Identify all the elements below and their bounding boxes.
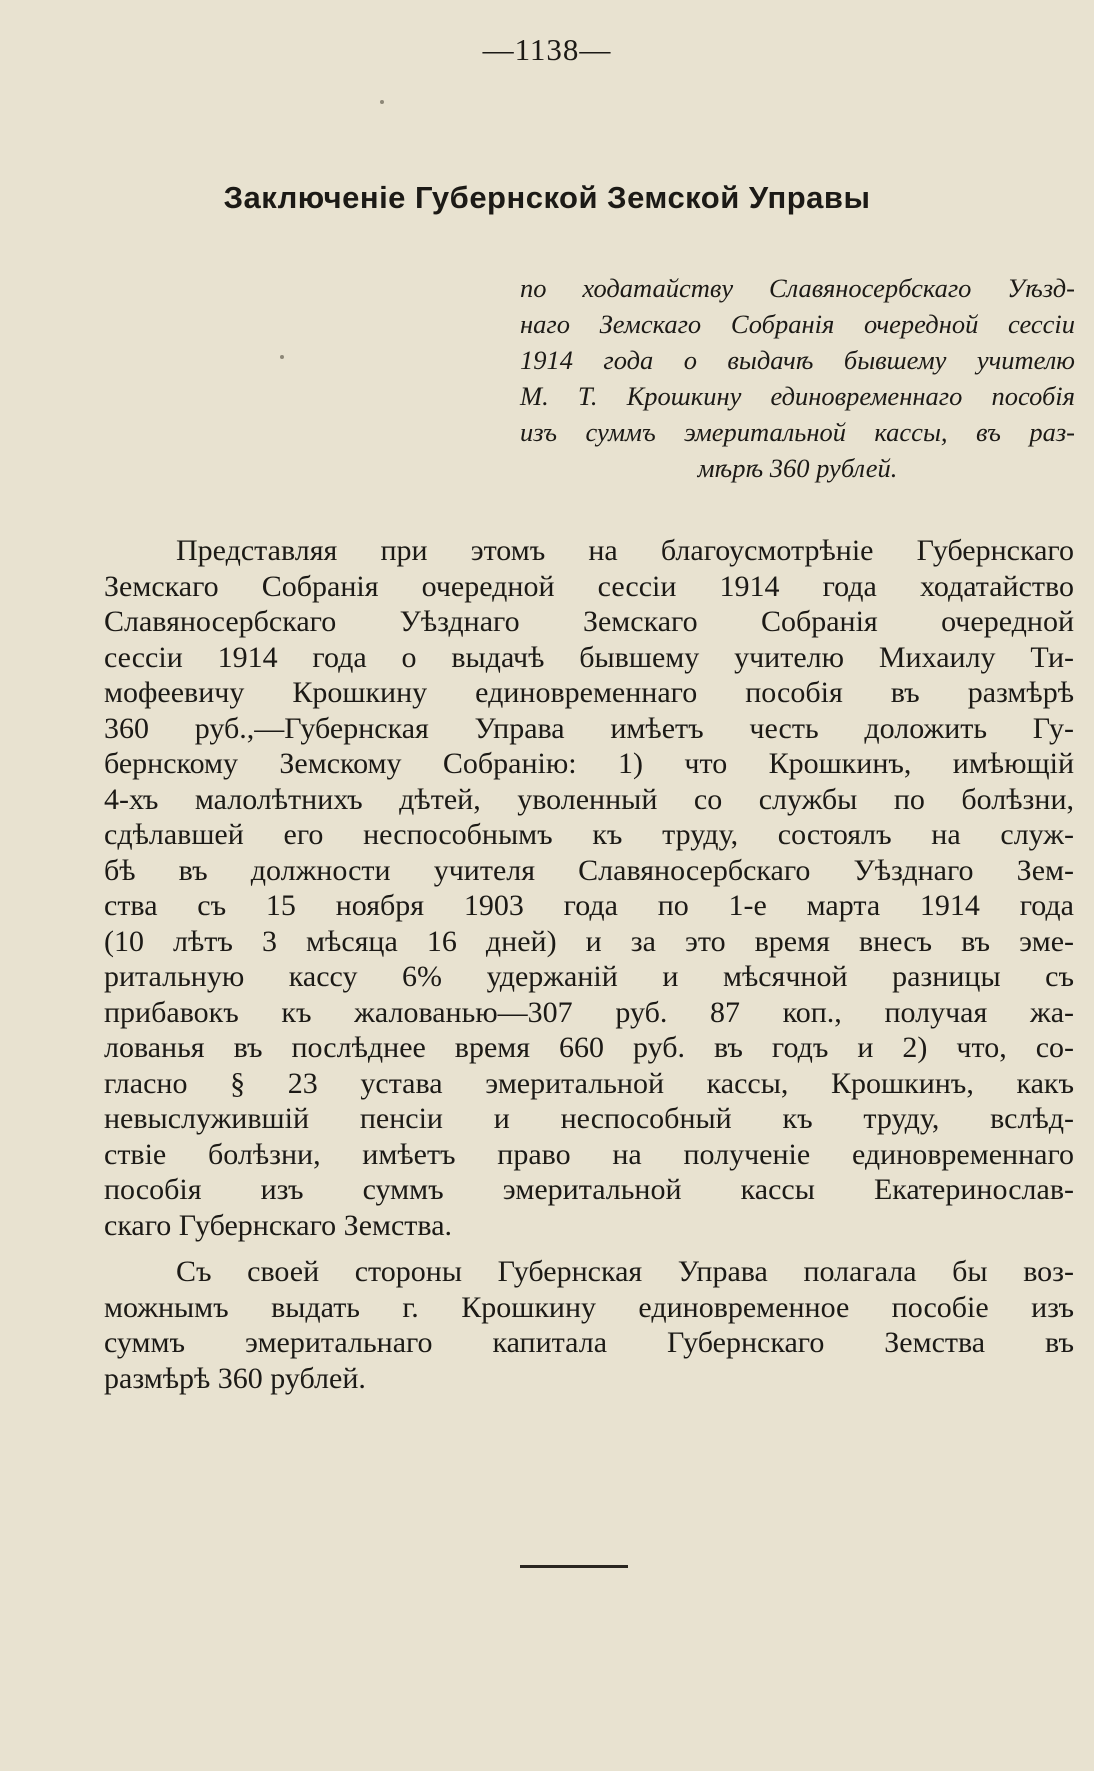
subtitle-line: М. Т. Крошкину единовременнаго пособія (520, 381, 1075, 411)
paragraph-line: сдѣлавшей его неспособнымъ къ труду, состоялъ на служ- (104, 818, 1074, 851)
paragraph-line: размѣрѣ 360 рублей. (104, 1361, 366, 1395)
subtitle-line: 1914 года о выдачѣ бывшему учителю (520, 345, 1075, 375)
speck (280, 355, 284, 359)
paragraph-line: суммъ эмеритальнаго капитала Губернскаго Земства въ (104, 1326, 1074, 1359)
page-number: —1138— (482, 32, 612, 67)
paragraph-line: скаго Губернскаго Земства. (104, 1208, 453, 1242)
paragraph-line: гласно § 23 устава эмеритальной кассы, Крошкинъ, какъ (104, 1066, 1074, 1100)
paragraph-line: можнымъ выдать г. Крошкину единовременное пособіе изъ (104, 1290, 1074, 1324)
paragraph-line: (10 лѣтъ 3 мѣсяца 16 дней) и за это время внесъ въ эме- (104, 924, 1074, 958)
subtitle-line: мѣрѣ 360 рублей. (697, 453, 898, 483)
speck (380, 100, 384, 104)
paragraph-line: ствіе болѣзни, имѣетъ право на полученіе единовременнаго (104, 1137, 1074, 1171)
subtitle-line: изъ суммъ эмеритальной кассы, въ раз- (520, 417, 1075, 447)
paragraph-line: Съ своей стороны Губернская Управа полагала бы воз- (176, 1255, 1074, 1288)
subtitle-line: по ходатайству Славяносербскаго Уѣзд- (520, 273, 1075, 303)
document-title: Заключеніе Губернской Земской Управы (223, 180, 871, 215)
paragraph-line: бернскому Земскому Собранію: 1) что Крошкинъ, имѣющій (104, 747, 1074, 780)
paragraph-line: лованья въ послѣднее время 660 руб. въ годъ и 2) что, со- (104, 1031, 1074, 1064)
paragraph-line: ритальную кассу 6% удержаній и мѣсячной разницы съ (104, 960, 1074, 993)
closing-rule (520, 1565, 628, 1568)
paragraph-line: сессіи 1914 года о выдачѣ бывшему учителю Михаилу Ти- (104, 640, 1074, 674)
paragraph-line: 360 руб.,—Губернская Управа имѣетъ честь доложить Гу- (104, 711, 1074, 745)
document-subtitle (520, 270, 1075, 486)
paragraph-line: Славяносербскаго Уѣзднаго Земскаго Собранія очередной (104, 605, 1074, 638)
paragraph-line: мофеевичу Крошкину единовременнаго пособія въ размѣрѣ (104, 676, 1074, 709)
paragraph-line: прибавокъ къ жалованью—307 руб. 87 коп., получая жа- (104, 995, 1074, 1029)
subtitle-line: наго Земскаго Собранія очередной сессіи (520, 309, 1075, 339)
paragraph-2 (104, 1254, 1074, 1396)
paragraph-line: невыслужившій пенсіи и неспособный къ труду, вслѣд- (104, 1102, 1074, 1135)
paragraph-1 (104, 533, 1074, 1243)
paragraph-line: Земскаго Собранія очередной сессіи 1914 года ходатайство (104, 569, 1074, 603)
paragraph-line: бѣ въ должности учителя Славяносербскаго Уѣзднаго Зем- (104, 853, 1074, 887)
paragraph-line: пособія изъ суммъ эмеритальной кассы Екатеринослав- (104, 1173, 1074, 1206)
paragraph-line: 4-хъ малолѣтнихъ дѣтей, уволенный со службы по болѣзни, (104, 782, 1074, 816)
paragraph-line: ства съ 15 ноября 1903 года по 1-е марта 1914 года (104, 889, 1074, 922)
paragraph-line: Представляя при этомъ на благоусмотрѣніе Губернскаго (176, 534, 1074, 567)
